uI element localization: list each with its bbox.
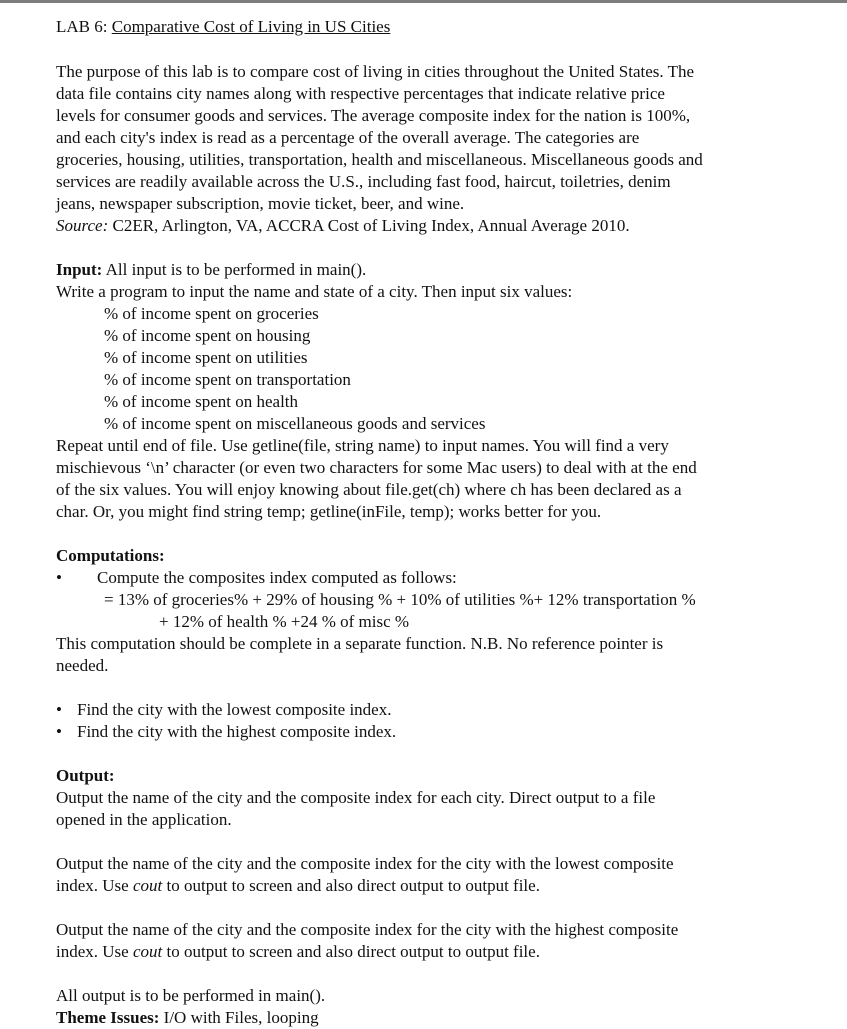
- input-heading-rest: All input is to be performed in main().: [102, 260, 367, 279]
- lab-title: [56, 16, 836, 38]
- output-text: index. Use: [56, 876, 133, 895]
- computations-heading-text: Computations:: [56, 546, 165, 565]
- input-value: % of income spent on miscellaneous goods and services: [104, 414, 486, 433]
- output-line: opened in the application.: [56, 810, 232, 829]
- input-after-line: Repeat until end of file. Use getline(file, string name) to input names. You will find a very: [56, 436, 669, 455]
- input-heading: Input:: [56, 260, 103, 279]
- intro-line: The purpose of this lab is to compare cost of living in cities throughout the United States. The: [56, 62, 695, 81]
- computations-section: [56, 545, 836, 743]
- cout-term: cout: [132, 876, 163, 895]
- list-item: [56, 699, 836, 721]
- bullet-icon: •: [56, 722, 62, 741]
- input-value: % of income spent on health: [104, 392, 299, 411]
- bullet-text: Compute the composites index computed as follows:: [97, 568, 457, 587]
- input-after-line: char. Or, you might find string temp; getline(inFile, temp); works better for you.: [56, 502, 602, 521]
- intro-line: groceries, housing, utilities, transportation, health and miscellaneous. Miscellaneous goods and: [56, 150, 703, 169]
- source-label: Source:: [56, 216, 109, 235]
- output-line: [56, 875, 836, 897]
- output-heading-text: Output:: [56, 766, 115, 785]
- input-value: % of income spent on transportation: [104, 370, 351, 389]
- output-line: Output the name of the city and the composite index for the city with the highest composite: [56, 920, 679, 939]
- input-after-line: of the six values. You will enjoy knowing about file.get(ch) where ch has been declared as a: [56, 480, 682, 499]
- footer-section: [56, 985, 836, 1029]
- output-line: Output the name of the city and the composite index for each city. Direct output to a file: [56, 788, 656, 807]
- intro-line: data file contains city names along with respective percentages that indicate relative price: [56, 84, 665, 103]
- formula-line: = 13% of groceries% + 29% of housing % + 10% of utilities %+ 12% transportation %: [104, 590, 696, 609]
- title-underlined: Comparative Cost of Living in US Cities: [111, 17, 391, 36]
- input-heading-line: [56, 259, 836, 281]
- input-value: % of income spent on housing: [104, 326, 311, 345]
- output-line: Output the name of the city and the composite index for the city with the lowest composite: [56, 854, 674, 873]
- intro-line: jeans, newspaper subscription, movie ticket, beer, and wine.: [56, 194, 465, 213]
- bullet-text: Find the city with the lowest composite index.: [77, 700, 392, 719]
- list-item: [56, 721, 836, 743]
- bullet-text: Find the city with the highest composite index.: [77, 722, 397, 741]
- title-prefix: LAB 6:: [56, 17, 112, 36]
- lab-document: [56, 16, 836, 1029]
- output-line: [56, 941, 836, 963]
- top-border: [0, 0, 847, 3]
- output-text: to output to screen and also direct output to output file.: [162, 876, 540, 895]
- theme-text: I/O with Files, looping: [159, 1008, 319, 1027]
- input-line: Write a program to input the name and state of a city. Then input six values:: [56, 282, 573, 301]
- input-after-line: mischievous ‘\n’ character (or even two characters for some Mac users) to deal with at the end: [56, 458, 697, 477]
- input-section: [56, 259, 836, 523]
- intro-line: services are readily available across the U.S., including fast food, haircut, toiletries, denim: [56, 172, 671, 191]
- input-value: % of income spent on groceries: [104, 304, 319, 323]
- computations-heading: [56, 545, 836, 567]
- bullet-icon: •: [56, 700, 62, 719]
- list-item: [56, 567, 836, 589]
- output-text: index. Use: [56, 942, 133, 961]
- note-line: needed.: [56, 656, 109, 675]
- intro-line: levels for consumer goods and services. The average composite index for the nation is 100%,: [56, 106, 691, 125]
- bullet-icon: •: [56, 568, 62, 587]
- cout-term: cout: [132, 942, 163, 961]
- note-line: This computation should be complete in a separate function. N.B. No reference pointer is: [56, 634, 664, 653]
- intro-paragraph: [56, 61, 836, 237]
- output-heading: [56, 765, 836, 787]
- footer-line: All output is to be performed in main().: [56, 986, 326, 1005]
- intro-line: and each city's index is read as a percentage of the overall average. The categories are: [56, 128, 640, 147]
- formula-line: + 12% of health % +24 % of misc %: [159, 612, 410, 631]
- input-value: % of income spent on utilities: [104, 348, 308, 367]
- theme-line: [56, 1007, 836, 1029]
- theme-label: Theme Issues:: [56, 1008, 160, 1027]
- output-text: to output to screen and also direct output to output file.: [162, 942, 540, 961]
- source-line: [56, 215, 836, 237]
- source-text: C2ER, Arlington, VA, ACCRA Cost of Living Index, Annual Average 2010.: [108, 216, 630, 235]
- output-section: [56, 765, 836, 963]
